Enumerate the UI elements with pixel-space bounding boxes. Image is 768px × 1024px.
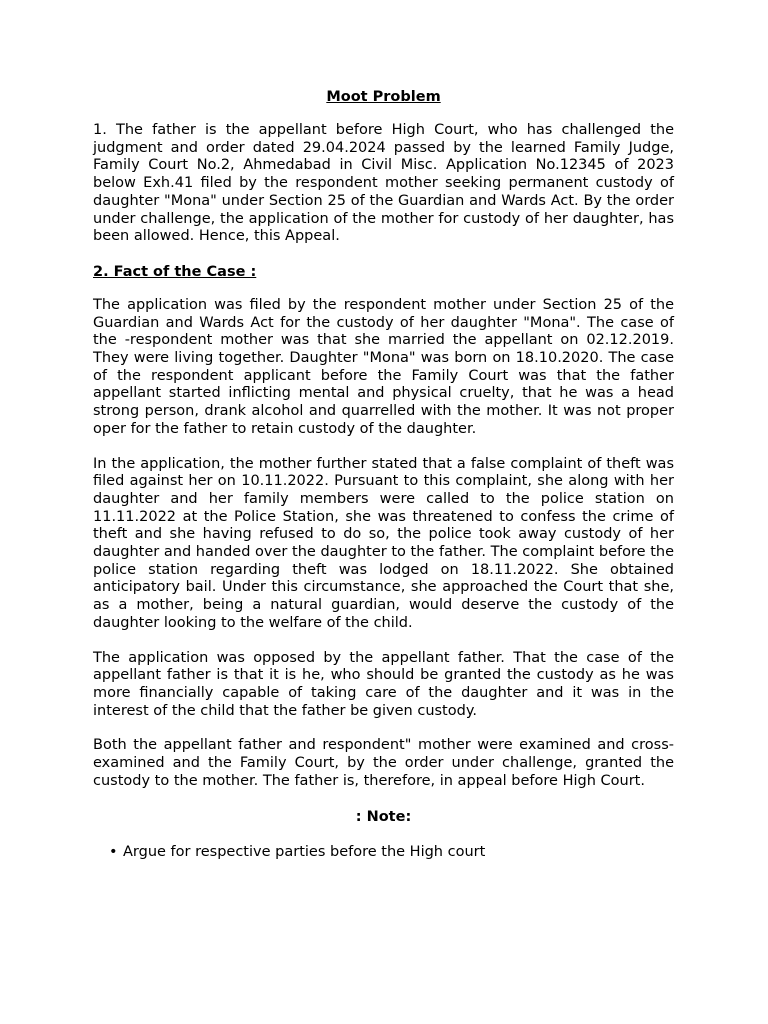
facts-paragraph-3: The application was opposed by the appellant father. That the case of the appellant father is that it is he, who should be granted the custody as he was more financially capable of taking care of the daughter and it was in the interest of the child that the father be given custody.	[93, 649, 674, 719]
intro-paragraph: 1. The father is the appellant before High Court, who has challenged the judgment and order dated 29.04.2024 passed by the learned Family Judge, Family Court No.2, Ahmedabad in Civil Misc. Application No.12345 of 2023 below Exh.41 filed by the respondent mother seeking permanent custody of daughter "Mona" under Section 25 of the Guardian and Wards Act. By the order under challenge, the application of the mother for custody of her daughter, has been allowed. Hence, this Appeal.	[93, 122, 674, 245]
document-page	[93, 88, 674, 861]
note-item	[109, 843, 674, 861]
facts-paragraph-4: Both the appellant father and respondent" mother were examined and cross-examined and the Family Court, by the order under challenge, granted the custody to the mother. The father is, therefore, in appeal before High Court.	[93, 737, 674, 789]
bullet-icon: •	[109, 843, 118, 860]
note-item-text: Argue for respective parties before the High court	[123, 843, 486, 860]
facts-paragraph-1: The application was filed by the respondent mother under Section 25 of the Guardian and Wards Act for the custody of her daughter "Mona". The case of the -respondent mother was that she married the appellant on 02.12.2019. They were living together. Daughter "Mona" was born on 18.10.2020. The case of the respondent applicant before the Family Court was that the father appellant started inflicting mental and physical cruelty, that he was a head strong person, drank alcohol and quarrelled with the mother. It was not proper oper for the father to retain custody of the daughter.	[93, 296, 674, 437]
document-title: Moot Problem	[326, 89, 441, 105]
facts-heading: 2. Fact of the Case :	[93, 263, 257, 280]
note-heading: : Note:	[355, 808, 412, 825]
facts-paragraph-2: In the application, the mother further stated that a false complaint of theft was filed against her on 10.11.2022. Pursuant to this complaint, she along with her daughter and her family members were called to the police station on 11.11.2022 at the Police Station, she was threatened to confess the crime of theft and she having refused to do so, the police took away custody of her daughter and handed over the daughter to the father. The complaint before the police station regarding theft was lodged on 18.11.2022. She obtained anticipatory bail. Under this circumstance, she approached the Court that she, as a mother, being a natural guardian, would deserve the custody of the daughter looking to the welfare of the child.	[93, 455, 674, 631]
note-list	[93, 843, 674, 861]
